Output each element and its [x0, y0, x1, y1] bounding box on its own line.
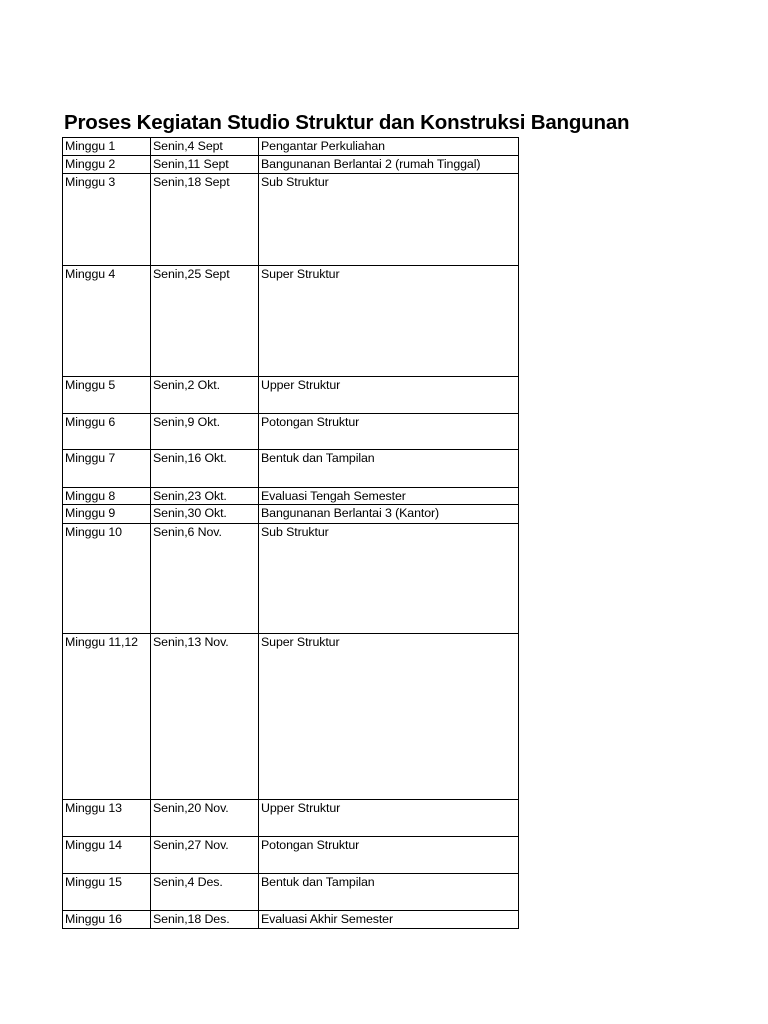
week-cell: Minggu 16	[63, 911, 151, 929]
date-cell: Senin,30 Okt.	[151, 505, 259, 524]
table-row	[63, 911, 519, 929]
date-cell: Senin,20 Nov.	[151, 800, 259, 837]
date-cell: Senin,18 Des.	[151, 911, 259, 929]
activity-cell: Sub Struktur	[259, 524, 519, 634]
week-cell: Minggu 10	[63, 524, 151, 634]
date-cell: Senin,18 Sept	[151, 174, 259, 266]
table-row	[63, 156, 519, 174]
week-cell: Minggu 9	[63, 505, 151, 524]
page-title: Proses Kegiatan Studio Struktur dan Konstruksi Bangunan	[64, 111, 630, 134]
week-cell: Minggu 1	[63, 138, 151, 156]
week-cell: Minggu 11,12	[63, 634, 151, 800]
table-row	[63, 414, 519, 450]
date-cell: Senin,16 Okt.	[151, 450, 259, 488]
week-cell: Minggu 3	[63, 174, 151, 266]
date-cell: Senin,6 Nov.	[151, 524, 259, 634]
date-cell: Senin,13 Nov.	[151, 634, 259, 800]
activity-cell: Evaluasi Tengah Semester	[259, 488, 519, 505]
table-row	[63, 800, 519, 837]
activity-cell: Pengantar Perkuliahan	[259, 138, 519, 156]
table-row	[63, 377, 519, 414]
activity-cell: Sub Struktur	[259, 174, 519, 266]
schedule-table	[62, 137, 519, 929]
week-cell: Minggu 7	[63, 450, 151, 488]
date-cell: Senin,2 Okt.	[151, 377, 259, 414]
week-cell: Minggu 5	[63, 377, 151, 414]
table-row	[63, 138, 519, 156]
week-cell: Minggu 2	[63, 156, 151, 174]
table-row	[63, 874, 519, 911]
date-cell: Senin,23 Okt.	[151, 488, 259, 505]
date-cell: Senin,11 Sept	[151, 156, 259, 174]
activity-cell: Potongan Struktur	[259, 837, 519, 874]
table-row	[63, 174, 519, 266]
date-cell: Senin,25 Sept	[151, 266, 259, 377]
activity-cell: Bentuk dan Tampilan	[259, 874, 519, 911]
table-row	[63, 450, 519, 488]
week-cell: Minggu 13	[63, 800, 151, 837]
activity-cell: Super Struktur	[259, 266, 519, 377]
table-row	[63, 266, 519, 377]
activity-cell: Bangunanan Berlantai 3 (Kantor)	[259, 505, 519, 524]
week-cell: Minggu 8	[63, 488, 151, 505]
week-cell: Minggu 14	[63, 837, 151, 874]
date-cell: Senin,4 Sept	[151, 138, 259, 156]
activity-cell: Potongan Struktur	[259, 414, 519, 450]
week-cell: Minggu 6	[63, 414, 151, 450]
table-row	[63, 505, 519, 524]
activity-cell: Upper Struktur	[259, 377, 519, 414]
activity-cell: Super Struktur	[259, 634, 519, 800]
activity-cell: Bangunanan Berlantai 2 (rumah Tinggal)	[259, 156, 519, 174]
date-cell: Senin,4 Des.	[151, 874, 259, 911]
week-cell: Minggu 4	[63, 266, 151, 377]
week-cell: Minggu 15	[63, 874, 151, 911]
date-cell: Senin,9 Okt.	[151, 414, 259, 450]
table-row	[63, 634, 519, 800]
table-row	[63, 524, 519, 634]
activity-cell: Bentuk dan Tampilan	[259, 450, 519, 488]
date-cell: Senin,27 Nov.	[151, 837, 259, 874]
activity-cell: Evaluasi Akhir Semester	[259, 911, 519, 929]
activity-cell: Upper Struktur	[259, 800, 519, 837]
table-row	[63, 488, 519, 505]
page-title-container	[64, 108, 630, 138]
table-row	[63, 837, 519, 874]
